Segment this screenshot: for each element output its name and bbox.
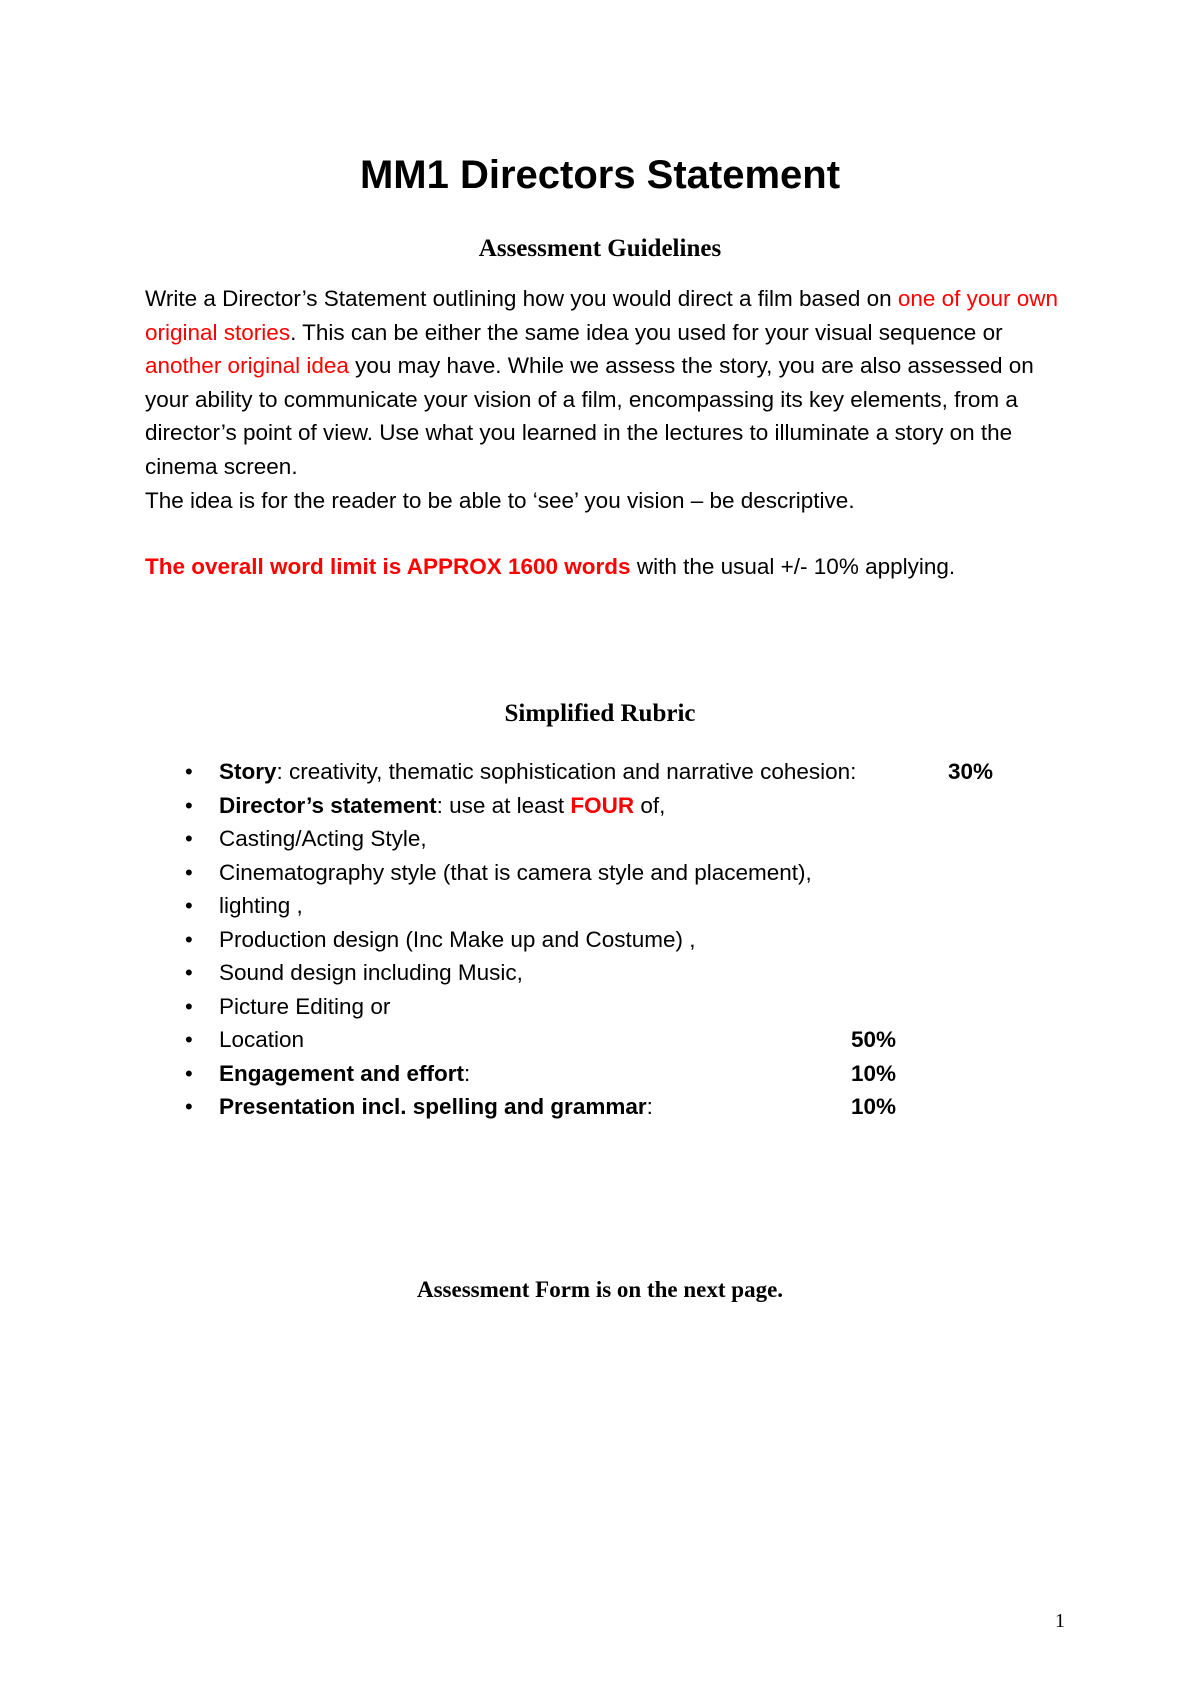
rubric-item-production-design	[0, 923, 1200, 957]
bullet-icon: •	[185, 859, 193, 885]
engagement-weight: 10%	[851, 1060, 897, 1086]
bullet-icon: •	[185, 1060, 193, 1086]
presentation-colon: :	[646, 1094, 653, 1119]
directors-statement-label: Director’s statement	[219, 792, 437, 818]
guidelines-highlight-own-stories: one of your own original stories	[145, 286, 1058, 345]
rubric-item-text	[219, 755, 856, 789]
bullet-icon: •	[185, 826, 193, 851]
rubric-item-presentation	[0, 1090, 1200, 1124]
rubric-item-picture-editing	[0, 990, 1200, 1024]
rubric-item-text: lighting ,	[219, 893, 303, 918]
directors-statement-text-b: of,	[634, 792, 666, 818]
page-number: 1	[1055, 1610, 1065, 1632]
presentation-label: Presentation incl. spelling and grammar	[219, 1094, 647, 1119]
rubric-item-text	[219, 1057, 470, 1091]
rubric-item-engagement	[0, 1057, 1200, 1091]
rubric-item-text: Picture Editing or	[219, 993, 391, 1019]
guidelines-text-part3: you may have. While we assess the story, you are also assessed on your ability to communicate your vision of a film, encompassing its key elements, from a director’s point of view. Use what you learned in the lectures to illuminate a story on the cinema screen.	[145, 353, 1034, 479]
rubric-item-location	[0, 1023, 1200, 1057]
bullet-icon: •	[185, 993, 193, 1019]
engagement-colon: :	[464, 1060, 471, 1086]
engagement-label: Engagement and effort	[219, 1060, 465, 1086]
next-page-note: Assessment Form is on the next page.	[416, 1277, 784, 1302]
story-label: Story	[219, 759, 277, 784]
rubric-item-text	[219, 1090, 653, 1124]
bullet-icon: •	[185, 926, 193, 952]
story-description: : creativity, thematic sophistication and narrative cohesion:	[276, 759, 857, 784]
word-limit-line	[145, 550, 1065, 584]
guidelines-text-part2: . This can be either the same idea you used for your visual sequence or	[290, 319, 1003, 345]
bullet-icon: •	[185, 893, 193, 918]
directors-statement-highlight: FOUR	[570, 792, 635, 818]
guidelines-heading: Assessment Guidelines	[478, 235, 722, 262]
rubric-item-text: Sound design including Music,	[219, 960, 523, 985]
rubric-item-directors-statement	[0, 789, 1200, 823]
location-weight: 50%	[851, 1027, 897, 1052]
guidelines-paragraph	[145, 282, 1065, 483]
rubric-item-sound-design	[0, 956, 1200, 990]
bullet-icon: •	[185, 1027, 193, 1052]
rubric-item-text: Casting/Acting Style,	[219, 826, 427, 851]
presentation-weight: 10%	[851, 1094, 897, 1119]
rubric-item-text: Production design (Inc Make up and Costume) ,	[219, 926, 696, 952]
word-limit-highlight: The overall word limit is APPROX 1600 words	[145, 554, 631, 579]
document-title: MM1 Directors Statement	[359, 153, 841, 197]
story-weight: 30%	[948, 759, 994, 784]
rubric-item-story	[0, 755, 1200, 789]
rubric-item-text	[219, 789, 665, 823]
directors-statement-text-a: : use at least	[436, 792, 571, 818]
rubric-item-cinematography	[0, 856, 1200, 890]
bullet-icon: •	[185, 960, 193, 985]
rubric-heading: Simplified Rubric	[504, 700, 696, 727]
guidelines-highlight-another-idea: another original idea	[145, 353, 349, 378]
rubric-item-text: Cinematography style (that is camera style and placement),	[219, 859, 812, 885]
rubric-list	[0, 755, 1200, 1124]
guidelines-text-part1: Write a Director’s Statement outlining how you would direct a film based on	[145, 286, 898, 311]
bullet-icon: •	[185, 792, 193, 818]
see-line: The idea is for the reader to be able to ‘see’ you vision – be descriptive.	[145, 488, 855, 513]
rubric-item-casting	[0, 822, 1200, 856]
rubric-item-lighting	[0, 889, 1200, 923]
bullet-icon: •	[185, 759, 193, 784]
word-limit-rest: with the usual +/- 10% applying.	[630, 554, 956, 579]
bullet-icon: •	[185, 1094, 193, 1119]
rubric-item-text: Location	[219, 1027, 305, 1052]
